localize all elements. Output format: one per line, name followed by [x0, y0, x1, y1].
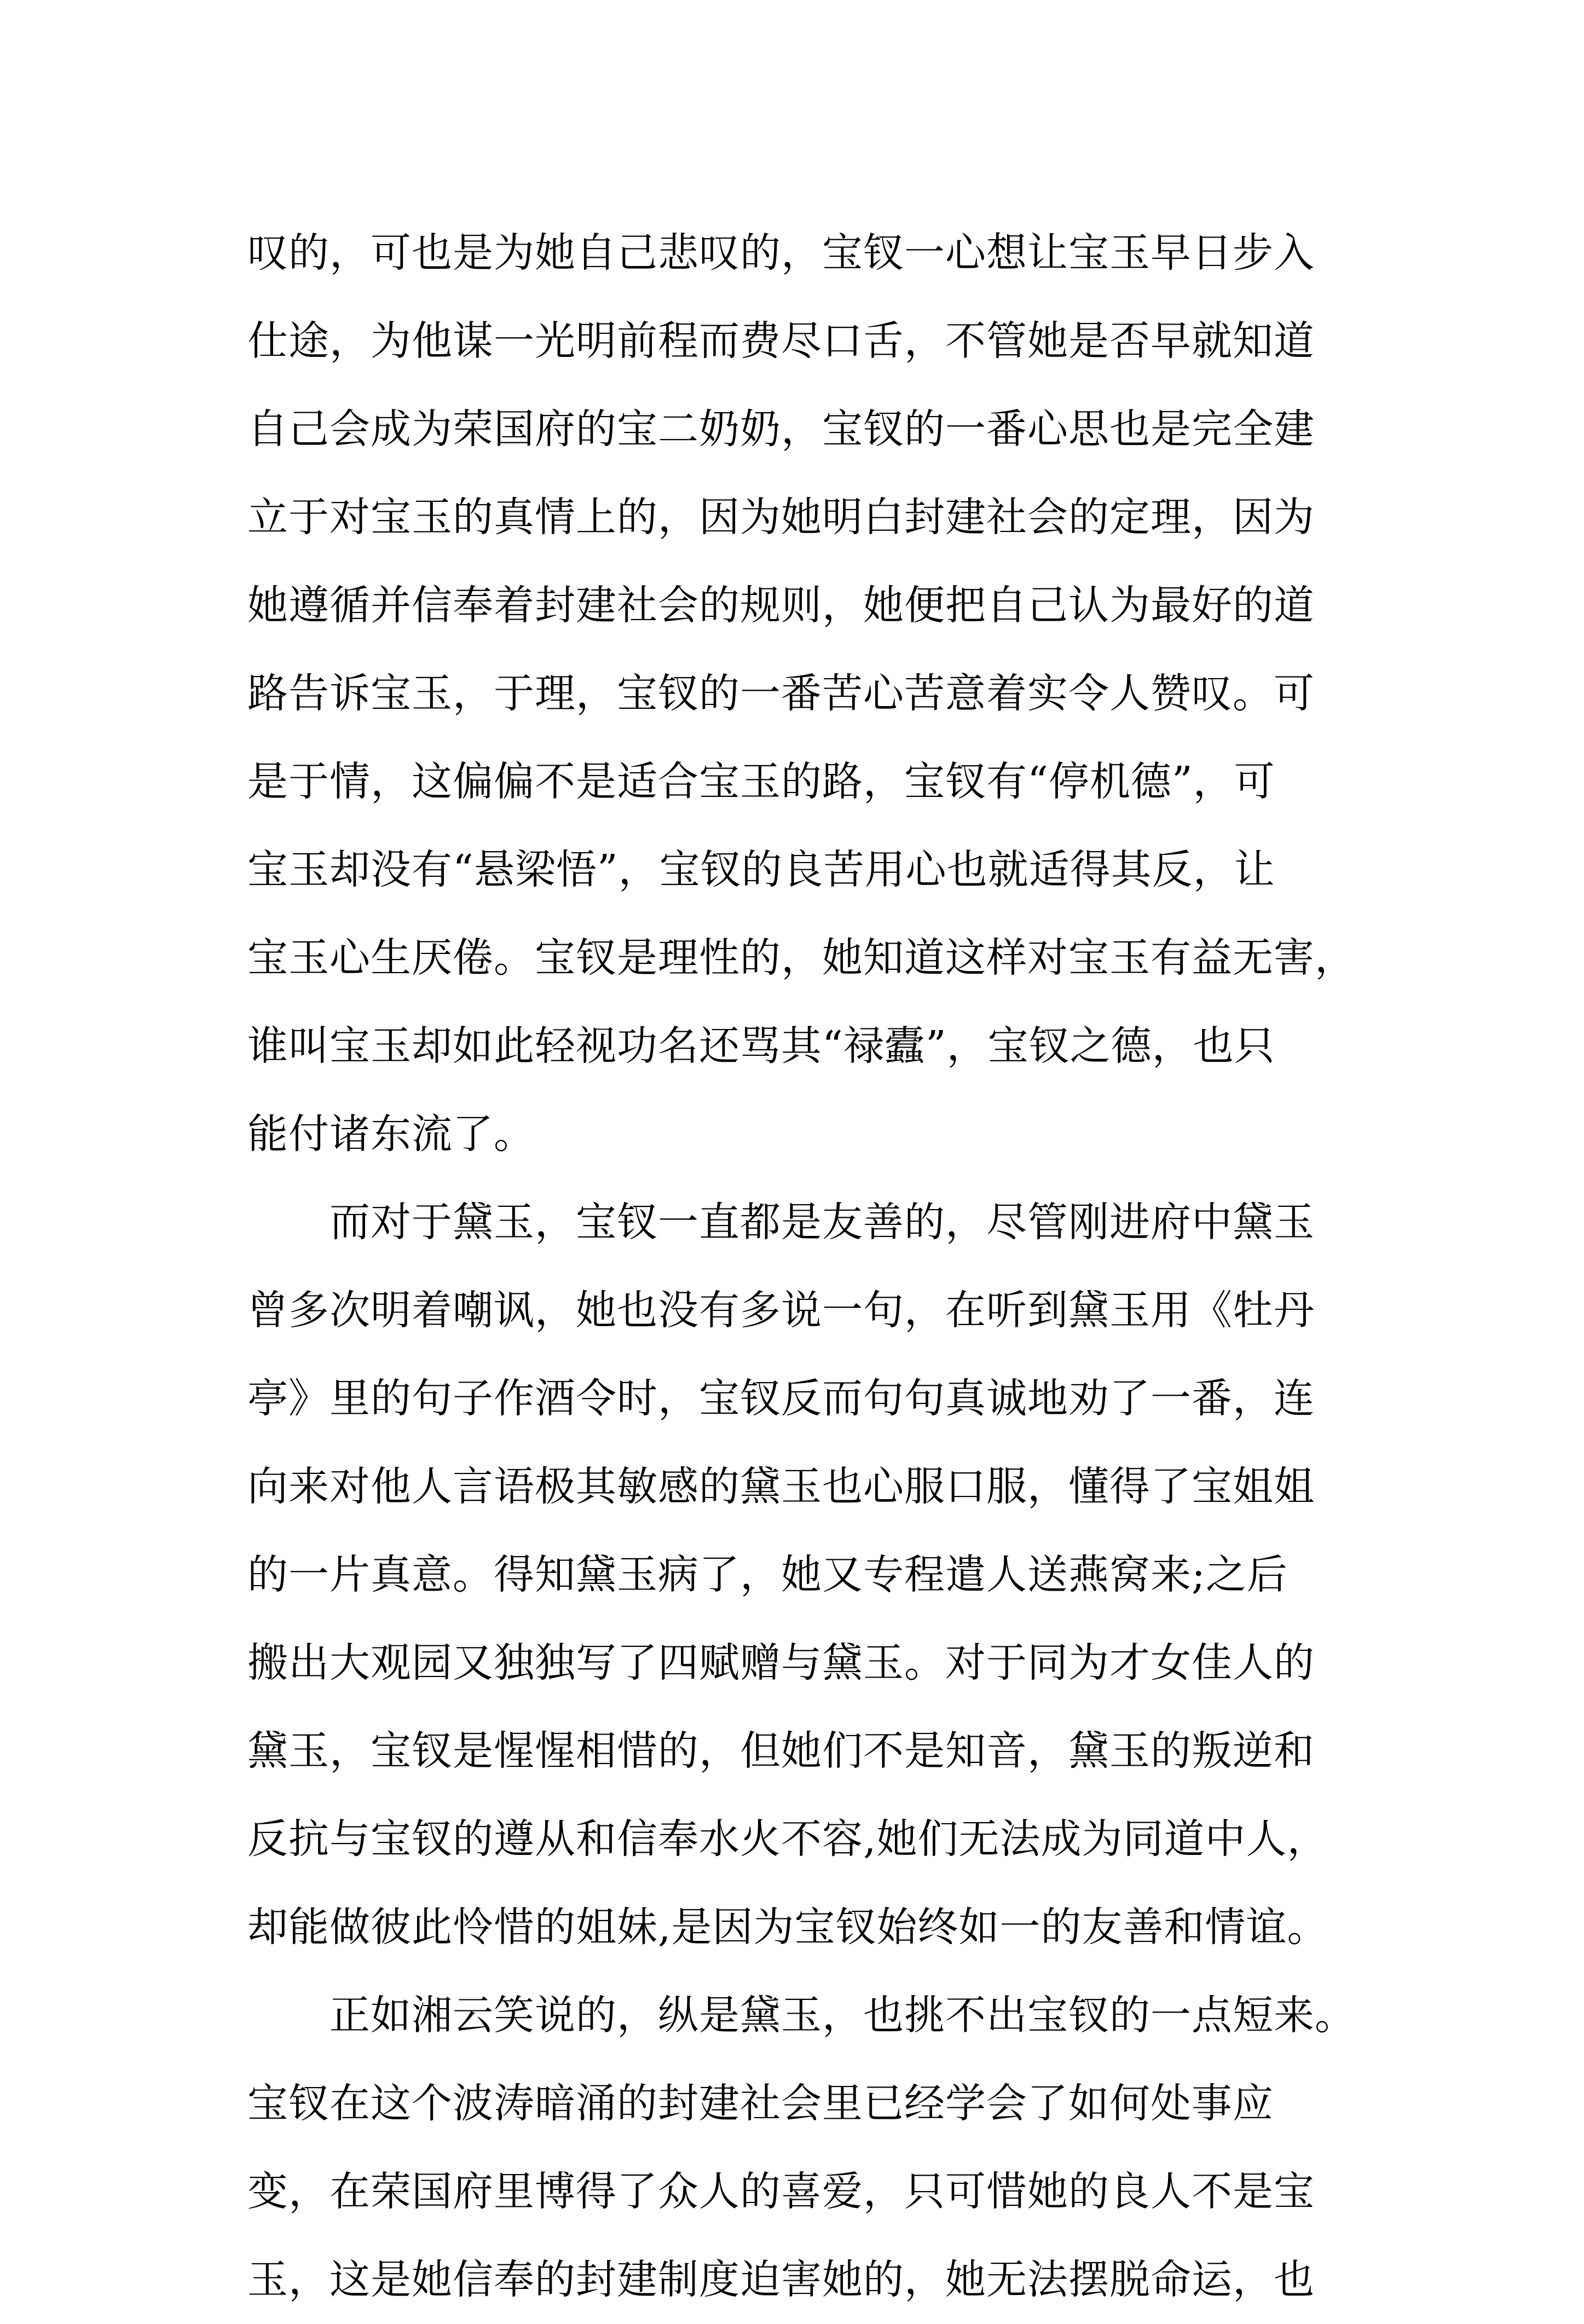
text-line: 宝玉心生厌倦。宝钗是理性的，她知道这样对宝玉有益无害， — [247, 934, 1356, 981]
body-text — [247, 209, 1356, 2324]
text-line: 曾多次明着嘲讽，她也没有多说一句，在听到黛玉用《牡丹 — [247, 1287, 1315, 1334]
text-line: 黛玉，宝钗是惺惺相惜的，但她们不是知音，黛玉的叛逆和 — [247, 1727, 1315, 1774]
text-line: 叹的，可也是为她自己悲叹的，宝钗一心想让宝玉早日步入 — [247, 229, 1315, 276]
text-line: 正如湘云笑说的，纵是黛玉，也挑不出宝钗的一点短来。 — [247, 1992, 1356, 2039]
text-line: 仕途，为他谋一光明前程而费尽口舌，不管她是否早就知道 — [247, 317, 1315, 365]
text-line: 向来对他人言语极其敏感的黛玉也心服口服，懂得了宝姐姐 — [247, 1463, 1315, 1510]
text-line: 宝玉却没有“悬梁悟”，宝钗的良苦用心也就适得其反，让 — [247, 846, 1275, 893]
text-line: 她遵循并信奉着封建社会的规则，她便把自己认为最好的道 — [247, 582, 1315, 629]
text-line: 宝钗在这个波涛暗涌的封建社会里已经学会了如何处事应 — [247, 2080, 1274, 2127]
text-line: 却能做彼此怜惜的姐妹,是因为宝钗始终如一的友善和情谊。 — [247, 1904, 1328, 1951]
text-line: 立于对宝玉的真情上的，因为她明白封建社会的定理，因为 — [247, 494, 1315, 541]
text-line: 反抗与宝钗的遵从和信奉水火不容,她们无法成为同道中人， — [247, 1816, 1328, 1863]
text-line: 变，在荣国府里博得了众人的喜爱，只可惜她的良人不是宝 — [247, 2168, 1315, 2215]
text-line: 亭》里的句子作酒令时，宝钗反而句句真诚地劝了一番，连 — [247, 1375, 1315, 1422]
text-line: 路告诉宝玉，于理，宝钗的一番苦心苦意着实令人赞叹。可 — [247, 670, 1315, 717]
text-line: 玉，这是她信奉的封建制度迫害她的，她无法摆脱命运，也 — [247, 2256, 1315, 2303]
text-line: 而对于黛玉，宝钗一直都是友善的，尽管刚进府中黛玉 — [247, 1199, 1315, 1246]
text-line: 能付诸东流了。 — [247, 1111, 535, 1158]
text-line: 搬出大观园又独独写了四赋赠与黛玉。对于同为才女佳人的 — [247, 1639, 1315, 1686]
text-line: 谁叫宝玉却如此轻视功名还骂其“禄蠹”，宝钗之德，也只 — [247, 1022, 1275, 1069]
text-line: 的一片真意。得知黛玉病了，她又专程遣人送燕窝来;之后 — [247, 1551, 1288, 1598]
text-line: 是于情，这偏偏不是适合宝玉的路，宝钗有“停机德”，可 — [247, 758, 1275, 805]
text-line: 自己会成为荣国府的宝二奶奶，宝钗的一番心思也是完全建 — [247, 406, 1315, 453]
